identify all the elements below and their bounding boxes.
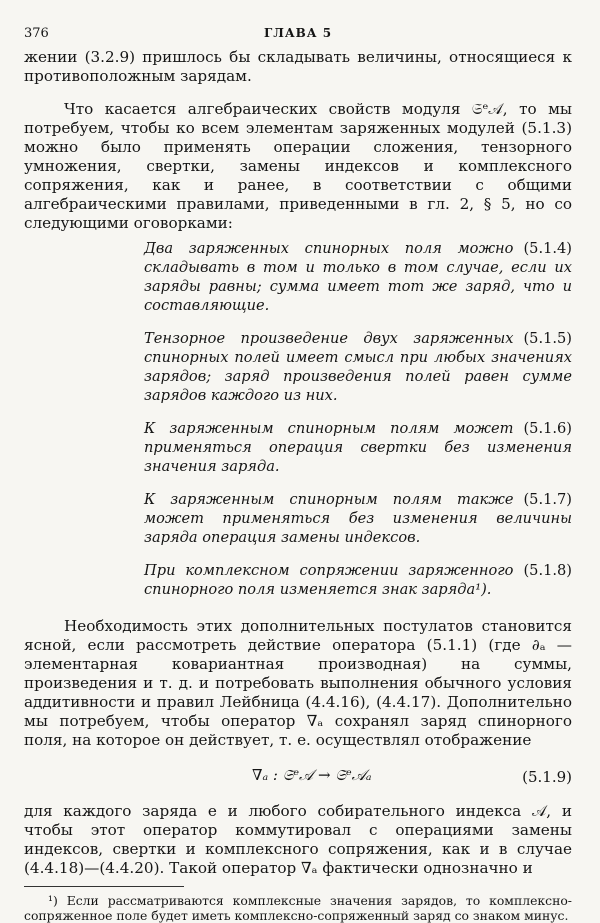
footnote: ¹) Если рассматриваются комплексные значения зарядов, то комплексно-сопряженное поле будет иметь комплексно-сопряженный заряд со знаком минус. <box>24 893 572 923</box>
book-page <box>24 26 572 923</box>
paragraph-continuation: жении (3.2.9) пришлось бы складывать величины, относящиеся к противоположным зарядам. <box>24 48 572 85</box>
equation-number: (5.1.9) <box>522 768 572 786</box>
rule-text: При комплексном сопряжении заряженного спинорного поля изменяется знак заряда¹). <box>144 562 514 598</box>
paragraph-algebraic-properties: Что касается алгебраических свойств модуля 𝔖ᵉ𝒜, то мы потребуем, чтобы ко всем элементам заряженных модулей (5.1.3) можно было применять операции сложения, тензорного умножения, свертки, замены индексов и комплексного сопряжения, как и ранее, в соответствии с общими алгебраическими правилами, приведенными в гл. 2, § 5, но со следующими оговорками: <box>24 100 572 232</box>
postulates-list <box>24 239 572 599</box>
rule-text: К заряженным спинорным полям может применяться операция свертки без изменения значения заряда. <box>144 420 572 475</box>
page-number: 376 <box>24 26 49 41</box>
postulate-rule <box>144 490 572 547</box>
rule-text: Два заряженных спинорных поля можно складывать в том и только в том случае, если их заряды равны; сумма имеет тот же заряд, что и составляющие. <box>144 240 572 314</box>
page-header <box>24 26 572 48</box>
postulate-rule <box>144 329 572 405</box>
postulate-rule <box>144 239 572 315</box>
postulate-rule <box>144 419 572 476</box>
rule-equation-number: (5.1.7) <box>523 491 572 508</box>
rule-equation-number: (5.1.4) <box>523 240 572 257</box>
footnote-divider <box>24 886 184 887</box>
rule-equation-number: (5.1.5) <box>523 330 572 347</box>
rule-equation-number: (5.1.6) <box>523 420 572 437</box>
rule-text: Тензорное произведение двух заряженных спинорных полей имеет смысл при любых значениях зарядов; заряд произведения полей равен сумме зарядов каждого из них. <box>144 330 572 404</box>
equation-formula: ∇ₐ : 𝔖ᵉ𝒜 → 𝔖ᵉ𝒜ₐ <box>252 766 372 784</box>
rule-text: К заряженным спинорным полям также может применяться без изменения величины заряда операция замены индексов. <box>144 491 572 546</box>
display-equation <box>24 754 572 800</box>
paragraph-necessity: Необходимость этих дополнительных постулатов становится ясной, если рассмотреть действие оператора (5.1.1) (где ∂ₐ — элементарная ковариантная производная) на суммы, произведения и т. д. и потребовать выполнения обычного условия аддитивности и правил Лейбница (4.4.16), (4.4.17). Дополнительно мы потребуем, чтобы оператор ∇ₐ сохранял заряд спинорного поля, на которое он действует, т. е. осуществлял отображение <box>24 617 572 749</box>
running-head: ГЛАВА 5 <box>263 26 333 40</box>
postulate-rule <box>144 561 572 599</box>
rule-equation-number: (5.1.8) <box>523 562 572 579</box>
paragraph-operator: для каждого заряда e и любого собирательного индекса 𝒜, и чтобы этот оператор коммутировал с операциями замены индексов, свертки и комплексного сопряжения, как и в случае (4.4.18)—(4.4.20). Такой оператор ∇ₐ фактически однозначно и <box>24 802 572 877</box>
